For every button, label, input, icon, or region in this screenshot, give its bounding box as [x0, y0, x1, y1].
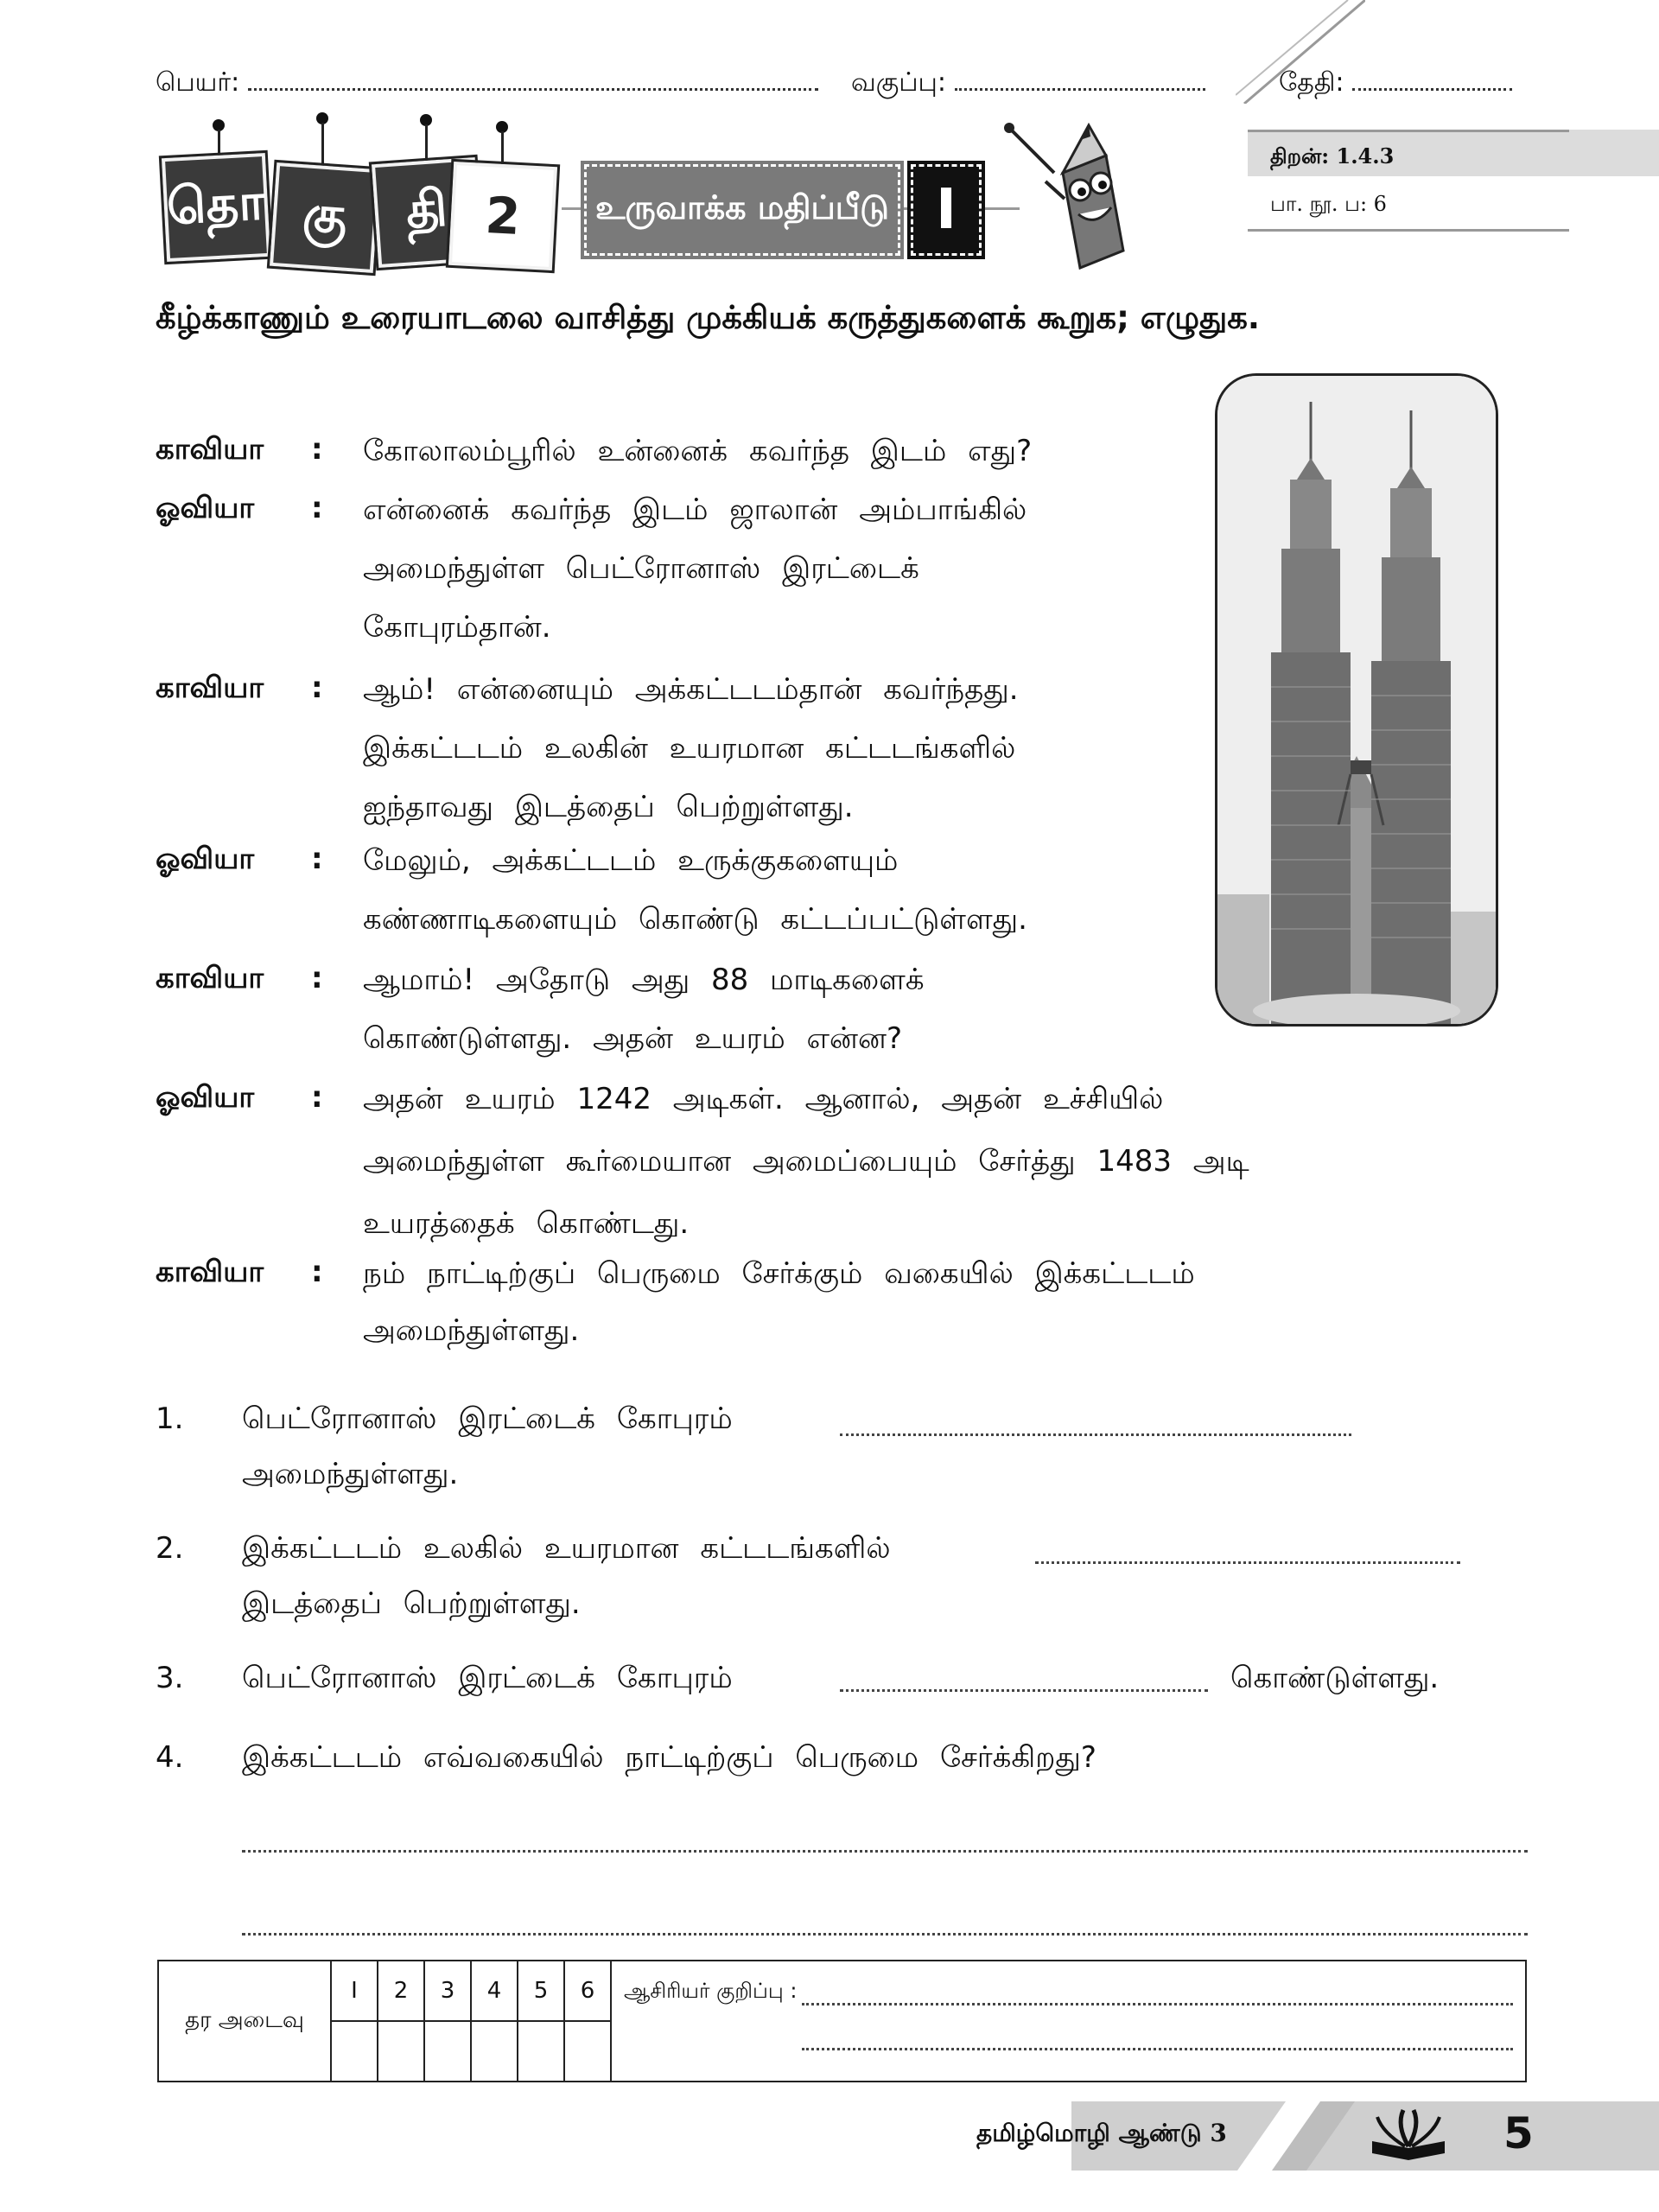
dialogue-line: ஆம்! என்னையும் அக்கட்டடம்தான் கவர்ந்தது. — [363, 672, 1019, 707]
instruction: கீழ்க்காணும் உரையாடலை வாசித்து முக்கியக் கருத்துகளைக் கூறுக; எழுதுக. — [156, 299, 1260, 336]
dialogue-line: அமைந்துள்ள கூர்மையான அமைப்பையும் சேர்த்து 1483 அடி — [363, 1144, 1249, 1179]
teacher-note-label: ஆசிரியர் குறிப்பு : — [624, 1979, 798, 2003]
pencil-mascot-icon — [994, 121, 1141, 272]
answer-line[interactable] — [242, 1849, 1528, 1853]
twin-towers-illustration — [1217, 376, 1496, 1024]
answer-blank[interactable] — [840, 1433, 1351, 1436]
dialogue-line: என்னைக் கவர்ந்த இடம் ஜாலான் அம்பாங்கில் — [363, 493, 1027, 527]
score-label: தர அடைவு — [158, 1961, 331, 2082]
score-table — [157, 1960, 1527, 2082]
name-input[interactable] — [248, 87, 818, 91]
assessment-level: I — [911, 164, 982, 256]
teacher-note-line[interactable] — [802, 2047, 1513, 2050]
teacher-note-line[interactable] — [802, 2002, 1513, 2005]
petronas-towers-image — [1215, 373, 1498, 1027]
skill-code: திறன்: 1.4.3 — [1270, 143, 1395, 168]
score-level: 2 — [378, 1961, 424, 2021]
class-input[interactable] — [955, 87, 1205, 91]
dialogue-line: ஐந்தாவது இடத்தைப் பெற்றுள்ளது. — [363, 790, 854, 824]
theme-tile-2: கு — [270, 162, 380, 273]
speaker-colon: : — [311, 1080, 323, 1115]
corner-diagonal-lines — [1236, 0, 1365, 104]
question-text: பெட்ரோனாஸ் இரட்டைக் கோபுரம் — [242, 1402, 733, 1436]
dialogue-line: கொண்டுள்ளது. அதன் உயரம் என்ன? — [363, 1021, 903, 1056]
score-level: I — [331, 1961, 378, 2021]
speaker-label: ஓவியா — [156, 1080, 255, 1115]
assessment-label: உருவாக்க மதிப்பீடு — [584, 164, 900, 256]
theme-tile-3: தி — [372, 157, 482, 268]
speaker-colon: : — [311, 671, 323, 705]
hanging-string — [321, 123, 324, 168]
speaker-colon: : — [311, 491, 323, 525]
score-check-cell[interactable] — [424, 2021, 471, 2082]
class-label: வகுப்பு: — [851, 67, 946, 98]
speaker-colon: : — [311, 1255, 323, 1289]
book-logo-icon — [1365, 2108, 1452, 2164]
footer-subject: தமிழ்மொழி ஆண்டு 3 — [976, 2119, 1227, 2147]
score-check-cell[interactable] — [471, 2021, 518, 2082]
score-check-cell[interactable] — [331, 2021, 378, 2082]
name-label: பெயர்: — [156, 67, 240, 98]
answer-blank[interactable] — [1035, 1560, 1460, 1564]
score-level: 5 — [518, 1961, 564, 2021]
dialogue-line: அமைந்துள்ளது. — [363, 1313, 580, 1348]
dialogue-line: கோலாலம்பூரில் உன்னைக் கவர்ந்த இடம் எது? — [363, 434, 1033, 468]
speaker-label: ஓவியா — [156, 491, 255, 525]
question-suffix: கொண்டுள்ளது. — [1230, 1661, 1440, 1695]
question-continuation: இடத்தைப் பெற்றுள்ளது. — [242, 1586, 581, 1621]
speaker-colon: : — [311, 961, 323, 995]
answer-line[interactable] — [242, 1932, 1528, 1936]
dialogue-line: உயரத்தைக் கொண்டது. — [363, 1206, 690, 1241]
answer-blank[interactable] — [840, 1688, 1208, 1692]
score-level: 3 — [424, 1961, 471, 2021]
dialogue-line: ஆமாம்! அதோடு அது 88 மாடிகளைக் — [363, 963, 925, 997]
question-number: 4. — [156, 1740, 184, 1775]
question-text: இக்கட்டடம் எவ்வகையில் நாட்டிற்குப் பெருமை சேர்க்கிறது? — [242, 1740, 1096, 1775]
dialogue-line: இக்கட்டடம் உலகின் உயரமான கட்டடங்களில் — [363, 731, 1016, 766]
speaker-label: காவியா — [156, 1255, 264, 1289]
page-reference: பா. நூ. ப: 6 — [1270, 192, 1387, 216]
speaker-label: காவியா — [156, 671, 264, 705]
dialogue-line: மேலும், அக்கட்டடம் உருக்குகளையும் — [363, 843, 899, 878]
question-text: இக்கட்டடம் உலகில் உயரமான கட்டடங்களில் — [242, 1531, 891, 1566]
name-field-row — [156, 67, 818, 101]
speaker-label: காவியா — [156, 961, 264, 995]
dialogue-line: நம் நாட்டிற்குப் பெருமை சேர்க்கும் வகையில் இக்கட்டடம் — [363, 1256, 1195, 1291]
question-number: 1. — [156, 1402, 184, 1436]
dialogue-line: அமைந்துள்ள பெட்ரோனாஸ் இரட்டைக் — [363, 551, 919, 586]
date-input[interactable] — [1352, 87, 1512, 91]
dialogue-line: அதன் உயரம் 1242 அடிகள். ஆனால், அதன் உச்சியில் — [363, 1082, 1164, 1116]
score-check-cell[interactable] — [378, 2021, 424, 2082]
date-label: தேதி: — [1279, 67, 1344, 98]
theme-tile-1: தொ — [162, 153, 270, 262]
class-field-row — [851, 67, 1205, 101]
dialogue-line: கண்ணாடிகளையும் கொண்டு கட்டப்பட்டுள்ளது. — [363, 902, 1027, 937]
score-check-cell[interactable] — [564, 2021, 611, 2082]
speaker-label: ஓவியா — [156, 842, 255, 876]
score-level: 4 — [471, 1961, 518, 2021]
hanging-string — [425, 124, 428, 164]
question-number: 3. — [156, 1661, 184, 1695]
theme-number-tile: 2 — [448, 162, 557, 270]
speaker-colon: : — [311, 842, 323, 876]
page-number: 5 — [1503, 2108, 1534, 2158]
question-number: 2. — [156, 1531, 184, 1566]
question-text: பெட்ரோனாஸ் இரட்டைக் கோபுரம் — [242, 1661, 733, 1695]
hanging-string — [501, 131, 504, 166]
dialogue-line: கோபுரம்தான். — [363, 610, 551, 645]
score-check-cell[interactable] — [518, 2021, 564, 2082]
teacher-note-cell — [611, 1961, 1526, 2082]
speaker-colon: : — [311, 432, 323, 467]
speaker-label: காவியா — [156, 432, 264, 467]
score-level: 6 — [564, 1961, 611, 2021]
question-continuation: அமைந்துள்ளது. — [242, 1457, 459, 1491]
